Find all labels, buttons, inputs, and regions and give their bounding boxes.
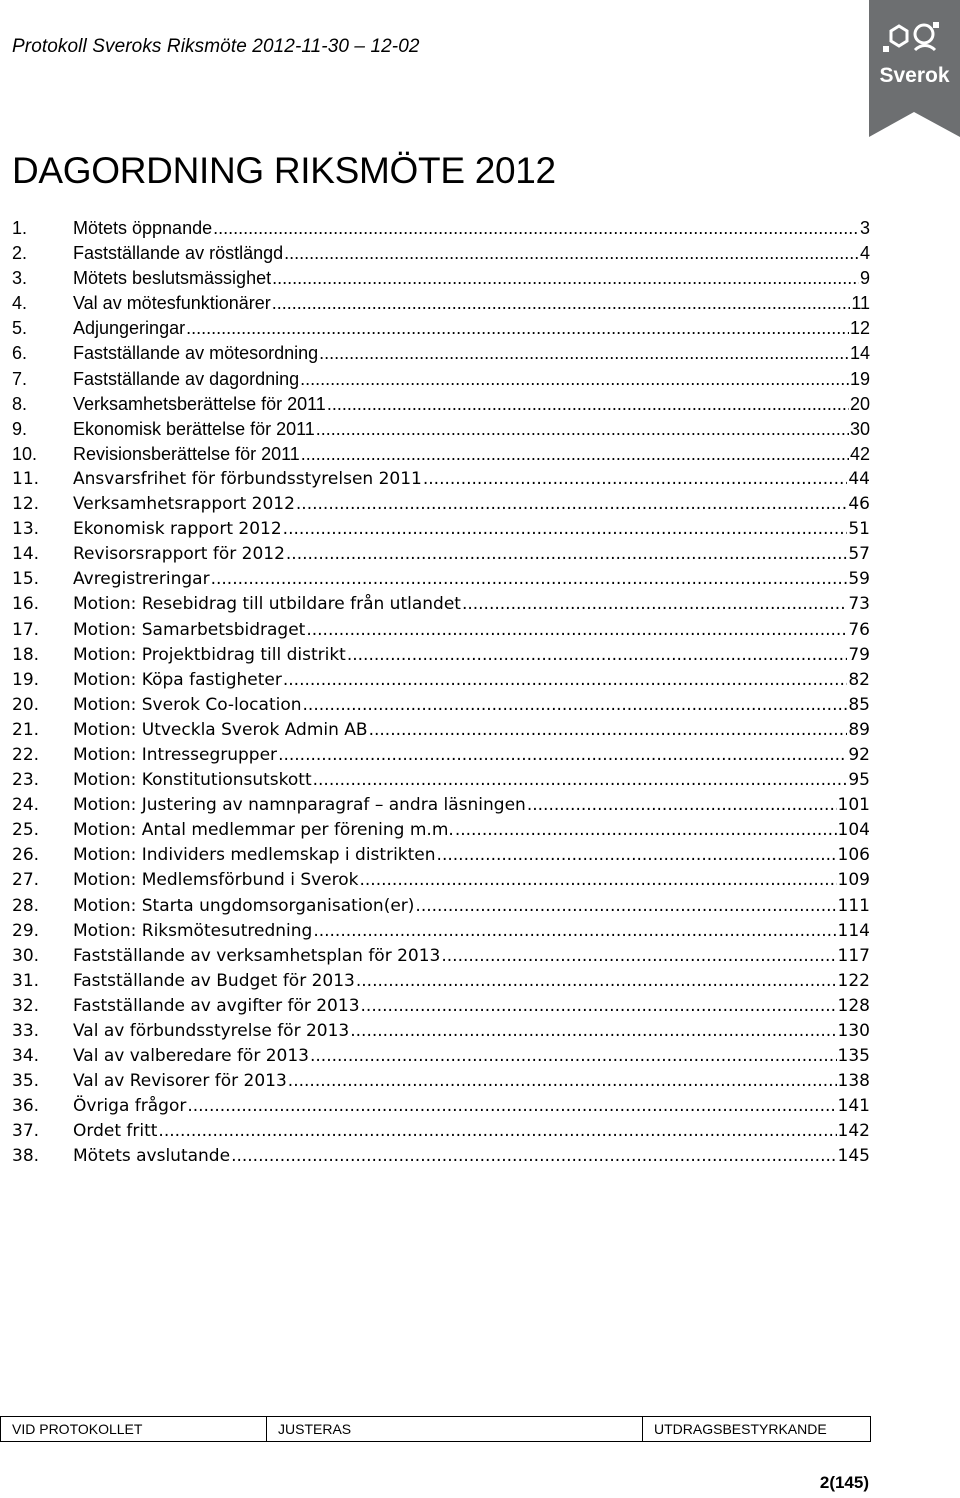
toc-entry[interactable]	[12, 594, 870, 619]
toc-entry-number: 10.	[12, 443, 38, 464]
toc-entry-page: 92	[848, 744, 870, 765]
toc-entry-label: Verksamhetsberättelse för 2011	[73, 393, 326, 414]
toc-entry-label: Val av Revisorer för 2013	[73, 1071, 287, 1092]
toc-entry[interactable]	[12, 369, 870, 394]
toc-entry-label: Ekonomisk rapport 2012	[73, 519, 282, 540]
toc-entry-page: 85	[848, 694, 870, 715]
toc-dot-leader	[356, 971, 837, 991]
toc-entry-number: 11.	[12, 468, 40, 489]
toc-entry-page: 114	[837, 920, 870, 941]
toc-entry[interactable]	[12, 946, 870, 971]
toc-entry-label: Mötets öppnande	[73, 218, 213, 238]
toc-entry-number: 3.	[12, 268, 28, 289]
toc-entry-label: Övriga frågor	[73, 1096, 187, 1117]
toc-dot-leader	[316, 419, 849, 440]
toc-dot-leader	[186, 318, 849, 339]
toc-entry-page: 111	[837, 895, 870, 916]
toc-dot-leader	[306, 620, 847, 640]
toc-entry-page: 12	[849, 318, 870, 339]
toc-dot-leader	[313, 770, 848, 790]
toc-entry[interactable]	[12, 720, 870, 745]
toc-entry-label: Motion: Köpa fastigheter	[73, 669, 282, 690]
toc-dot-leader	[278, 745, 847, 765]
toc-entry-page: 79	[848, 644, 870, 665]
toc-entry[interactable]	[12, 745, 870, 770]
toc-entry[interactable]	[12, 620, 870, 645]
toc-entry[interactable]	[12, 494, 870, 519]
toc-dot-leader	[301, 444, 849, 465]
toc-entry-page: 82	[848, 669, 870, 690]
toc-entry-page: 57	[848, 544, 870, 565]
header-title: Protokoll Sveroks Riksmöte 2012-11-30 – 12-02	[12, 36, 420, 57]
toc-dot-leader	[187, 1096, 836, 1116]
toc-entry-label: Revisorsrapport för 2012	[73, 544, 285, 565]
toc-entry-number: 16.	[12, 594, 40, 615]
toc-entry[interactable]	[12, 218, 870, 243]
footer-cell-utdragsbestyrkande: UTDRAGSBESTYRKANDE	[643, 1417, 871, 1442]
toc-entry-number: 5.	[12, 318, 28, 339]
toc-entry-label: Motion: Medlemsförbund i Sverok	[73, 870, 359, 891]
toc-entry[interactable]	[12, 1021, 870, 1046]
toc-entry-page: 104	[837, 820, 870, 841]
toc-entry-page: 30	[849, 418, 870, 439]
toc-dot-leader	[283, 519, 848, 539]
toc-entry[interactable]	[12, 845, 870, 870]
toc-entry-label: Verksamhetsrapport 2012	[73, 494, 295, 515]
toc-entry-label: Motion: Konstitutionsutskott	[73, 770, 312, 791]
toc-entry-page: 141	[837, 1096, 870, 1117]
toc-entry-page: 101	[837, 795, 870, 816]
toc-entry-page: 135	[837, 1046, 870, 1067]
toc-entry-label: Fastställande av Budget för 2013	[73, 970, 355, 991]
toc-dot-leader	[303, 695, 848, 715]
toc-dot-leader	[437, 845, 837, 865]
toc-dot-leader	[360, 870, 837, 890]
toc-entry-number: 36.	[12, 1096, 40, 1117]
toc-entry[interactable]	[12, 519, 870, 544]
toc-entry[interactable]	[12, 293, 870, 318]
toc-entry-page: 142	[837, 1121, 870, 1142]
toc-entry-label: Motion: Samarbetsbidraget	[73, 619, 306, 640]
toc-entry-label: Val av valberedare för 2013	[73, 1046, 309, 1067]
toc-entry[interactable]	[12, 670, 870, 695]
toc-entry-page: 76	[848, 619, 870, 640]
toc-entry[interactable]	[12, 569, 870, 594]
toc-entry-number: 22.	[12, 744, 40, 765]
toc-entry-page: 4	[859, 243, 870, 264]
toc-entry-number: 30.	[12, 945, 40, 966]
table-of-contents	[12, 218, 870, 1172]
toc-entry-label: Motion: Antal medlemmar per förening m.m.	[73, 820, 454, 841]
toc-entry[interactable]	[12, 419, 870, 444]
toc-entry[interactable]	[12, 444, 870, 469]
toc-entry-number: 38.	[12, 1146, 40, 1167]
toc-entry-page: 59	[848, 569, 870, 590]
toc-dot-leader	[415, 896, 836, 916]
toc-entry-page: 73	[848, 594, 870, 615]
footer-cell-justeras: JUSTERAS	[267, 1417, 643, 1442]
toc-entry-number: 21.	[12, 719, 40, 740]
toc-entry-number: 31.	[12, 970, 40, 991]
toc-entry-page: 42	[849, 443, 870, 464]
toc-entry-page: 19	[849, 368, 870, 389]
logo-text: Sverok	[879, 64, 950, 87]
toc-dot-leader	[327, 394, 849, 415]
toc-entry-number: 17.	[12, 619, 40, 640]
toc-entry-number: 13.	[12, 519, 40, 540]
toc-entry-page: 89	[848, 719, 870, 740]
toc-entry[interactable]	[12, 870, 870, 895]
toc-entry-page: 106	[837, 845, 870, 866]
toc-entry[interactable]	[12, 921, 870, 946]
toc-entry-number: 25.	[12, 820, 40, 841]
toc-dot-leader	[423, 469, 847, 489]
toc-entry-page: 145	[837, 1146, 870, 1167]
toc-dot-leader	[361, 996, 837, 1016]
toc-entry-number: 20.	[12, 694, 40, 715]
toc-entry-label: Motion: Projektbidrag till distrikt	[73, 644, 346, 665]
toc-dot-leader	[286, 544, 847, 564]
toc-entry-number: 26.	[12, 845, 40, 866]
toc-dot-leader	[158, 1121, 836, 1141]
toc-entry[interactable]	[12, 1071, 870, 1096]
toc-dot-leader	[369, 720, 848, 740]
toc-dot-leader	[288, 1071, 837, 1091]
toc-entry-page: 122	[837, 970, 870, 991]
toc-entry[interactable]	[12, 469, 870, 494]
toc-entry[interactable]	[12, 544, 870, 569]
toc-entry-label: Motion: Riksmötesutredning	[73, 920, 313, 941]
toc-entry[interactable]	[12, 996, 870, 1021]
toc-entry-number: 29.	[12, 920, 40, 941]
toc-dot-leader	[462, 594, 847, 614]
toc-dot-leader	[455, 820, 837, 840]
toc-dot-leader	[272, 293, 851, 314]
toc-entry-label: Fastställande av verksamhetsplan för 2013	[73, 945, 441, 966]
toc-entry-page: 11	[851, 293, 870, 314]
toc-entry-number: 9.	[12, 418, 28, 439]
toc-entry-page: 95	[848, 770, 870, 791]
toc-entry[interactable]	[12, 971, 870, 996]
toc-entry-label: Avregistreringar	[73, 569, 210, 590]
toc-entry-number: 1.	[12, 218, 28, 238]
toc-dot-leader	[231, 1146, 836, 1166]
toc-entry-page: 46	[848, 494, 870, 515]
toc-entry-label: Fastställande av avgifter för 2013	[73, 995, 360, 1016]
toc-dot-leader	[350, 1021, 836, 1041]
toc-entry-number: 2.	[12, 243, 28, 264]
toc-entry-number: 34.	[12, 1046, 40, 1067]
toc-entry-number: 6.	[12, 343, 28, 364]
toc-entry-label: Mötets avslutande	[73, 1146, 231, 1167]
toc-entry-number: 8.	[12, 393, 28, 414]
toc-entry-number: 19.	[12, 669, 40, 690]
toc-entry-number: 37.	[12, 1121, 40, 1142]
toc-entry-label: Motion: Sverok Co-location	[73, 694, 302, 715]
toc-entry[interactable]	[12, 695, 870, 720]
toc-entry-label: Ekonomisk berättelse för 2011	[73, 418, 315, 439]
toc-entry-number: 14.	[12, 544, 40, 565]
toc-dot-leader	[441, 946, 836, 966]
toc-entry-page: 130	[837, 1021, 870, 1041]
toc-entry[interactable]	[12, 1146, 870, 1171]
toc-entry-number: 15.	[12, 569, 40, 590]
toc-entry-label: Motion: Resebidrag till utbildare från utlandet	[73, 594, 461, 615]
toc-entry-number: 35.	[12, 1071, 40, 1092]
toc-entry-number: 24.	[12, 795, 40, 816]
toc-entry-page: 44	[848, 468, 870, 489]
toc-dot-leader	[284, 243, 859, 264]
toc-entry-label: Adjungeringar	[73, 318, 186, 339]
toc-entry[interactable]	[12, 268, 870, 293]
toc-entry-number: 23.	[12, 770, 40, 791]
toc-entry-number: 4.	[12, 293, 28, 314]
toc-entry[interactable]	[12, 795, 870, 820]
toc-entry-label: Motion: Intressegrupper	[73, 744, 278, 765]
toc-entry[interactable]	[12, 394, 870, 419]
toc-entry[interactable]	[12, 1121, 870, 1146]
toc-dot-leader	[313, 921, 836, 941]
toc-entry-label: Fastställande av mötesordning	[73, 343, 319, 364]
toc-entry-label: Motion: Starta ungdomsorganisation(er)	[73, 895, 415, 916]
toc-dot-leader	[213, 218, 859, 239]
toc-entry-number: 27.	[12, 870, 40, 891]
toc-entry-number: 33.	[12, 1021, 40, 1041]
toc-entry[interactable]	[12, 1096, 870, 1121]
toc-entry-label: Fastställande av dagordning	[73, 368, 300, 389]
toc-entry[interactable]	[12, 1046, 870, 1071]
toc-entry-page: 9	[859, 268, 870, 289]
toc-dot-leader	[272, 268, 859, 289]
toc-dot-leader	[347, 645, 848, 665]
sverok-logo	[869, 0, 960, 137]
toc-entry-number: 28.	[12, 895, 40, 916]
toc-dot-leader	[211, 569, 848, 589]
footer-cell-vid-protokollet: VID PROTOKOLLET	[1, 1417, 267, 1442]
toc-entry-label: Val av mötesfunktionärer	[73, 293, 271, 314]
toc-entry-number: 32.	[12, 995, 40, 1016]
toc-entry-page: 3	[859, 218, 870, 238]
toc-entry-label: Motion: Individers medlemskap i distrikten	[73, 845, 436, 866]
toc-entry-page: 138	[837, 1071, 870, 1092]
toc-dot-leader	[310, 1046, 837, 1066]
toc-entry-label: Val av förbundsstyrelse för 2013	[73, 1021, 350, 1041]
toc-entry-page: 109	[837, 870, 870, 891]
toc-entry-page: 117	[837, 945, 870, 966]
toc-entry-page: 51	[848, 519, 870, 540]
toc-dot-leader	[319, 343, 849, 364]
footer-signature-table	[0, 1416, 871, 1442]
toc-entry-label: Ordet fritt	[73, 1121, 158, 1142]
toc-entry-label: Mötets beslutsmässighet	[73, 268, 272, 289]
toc-entry-page: 14	[849, 343, 870, 364]
toc-entry-label: Motion: Utveckla Sverok Admin AB	[73, 719, 368, 740]
toc-entry[interactable]	[12, 343, 870, 368]
toc-entry-page: 20	[849, 393, 870, 414]
toc-entry[interactable]	[12, 896, 870, 921]
toc-entry[interactable]	[12, 318, 870, 343]
toc-entry-page: 128	[837, 995, 870, 1016]
toc-entry-number: 18.	[12, 644, 40, 665]
toc-entry-number: 7.	[12, 368, 28, 389]
toc-entry-label: Revisionsberättelse för 2011	[73, 443, 300, 464]
toc-entry[interactable]	[12, 770, 870, 795]
toc-entry[interactable]	[12, 243, 870, 268]
toc-entry-label: Fastställande av röstlängd	[73, 243, 284, 264]
page-title: DAGORDNING RIKSMÖTE 2012	[12, 150, 556, 191]
toc-dot-leader	[527, 795, 837, 815]
toc-entry[interactable]	[12, 820, 870, 845]
toc-entry-label: Ansvarsfrihet för förbundsstyrelsen 2011	[73, 468, 422, 489]
toc-entry-label: Motion: Justering av namnparagraf – andra läsningen	[73, 795, 526, 816]
page-number: 2(145)	[819, 1473, 869, 1492]
toc-dot-leader	[296, 494, 847, 514]
toc-entry[interactable]	[12, 645, 870, 670]
toc-dot-leader	[283, 670, 847, 690]
toc-entry-number: 12.	[12, 494, 40, 515]
toc-dot-leader	[300, 369, 849, 390]
